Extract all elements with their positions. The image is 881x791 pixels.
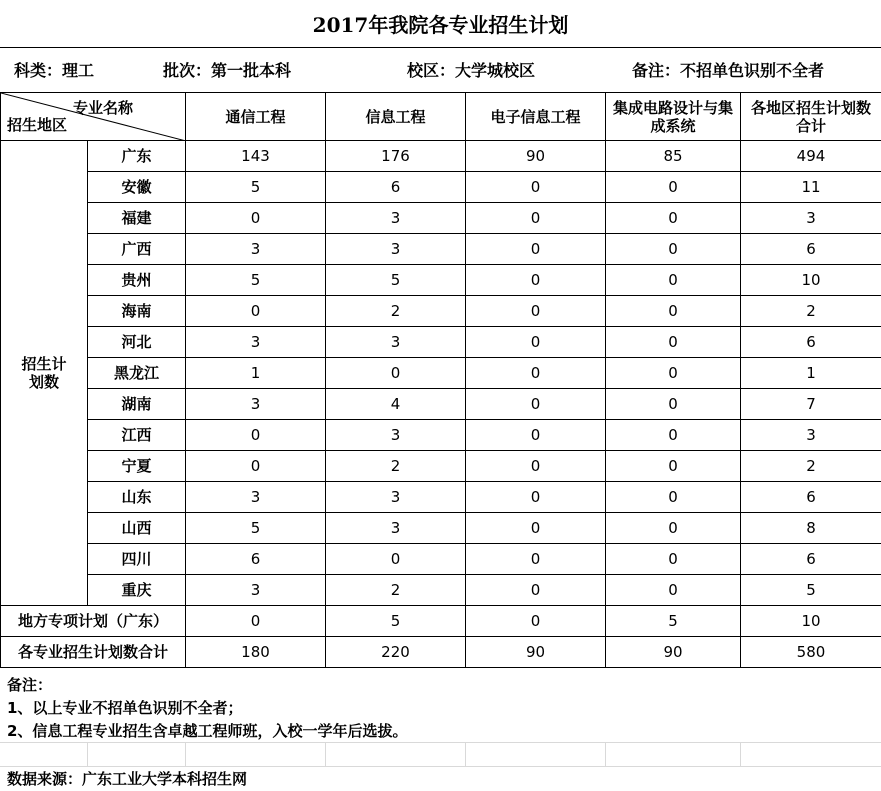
value-cell: 90	[606, 637, 741, 668]
column-header: 信息工程	[326, 93, 466, 141]
corner-header-cell	[1, 93, 186, 141]
value-cell: 2	[326, 451, 466, 482]
table-row	[1, 420, 881, 451]
value-cell: 0	[606, 358, 741, 389]
batch-label: 批次：第一批本科	[163, 61, 292, 80]
notes-heading: 备注：	[7, 676, 53, 694]
value-cell: 0	[606, 327, 741, 358]
value-cell: 494	[741, 141, 881, 172]
value-cell: 6	[741, 234, 881, 265]
value-cell: 3	[186, 575, 326, 606]
value-cell: 10	[741, 265, 881, 296]
region-cell: 贵州	[88, 265, 186, 296]
value-cell: 580	[741, 637, 881, 668]
page-title: 2017年我院各专业招生计划	[0, 0, 881, 48]
region-cell: 河北	[88, 327, 186, 358]
grid-line	[465, 743, 466, 766]
value-cell: 5	[186, 513, 326, 544]
value-cell: 0	[466, 203, 606, 234]
value-cell: 0	[466, 482, 606, 513]
value-cell: 0	[466, 265, 606, 296]
value-cell: 0	[606, 575, 741, 606]
value-cell: 90	[466, 637, 606, 668]
region-cell: 江西	[88, 420, 186, 451]
table-row	[1, 482, 881, 513]
value-cell: 7	[741, 389, 881, 420]
grid-line	[0, 742, 881, 743]
group-label-cell: 招生计划数	[1, 141, 88, 606]
value-cell: 3	[326, 420, 466, 451]
value-cell: 3	[326, 482, 466, 513]
corner-top-label: 专业名称	[72, 99, 133, 117]
value-cell: 5	[606, 606, 741, 637]
value-cell: 3	[741, 203, 881, 234]
enrollment-plan-table	[0, 92, 881, 668]
value-cell: 3	[186, 327, 326, 358]
grid-line	[87, 743, 88, 766]
value-cell: 5	[186, 172, 326, 203]
value-cell: 3	[326, 234, 466, 265]
value-cell: 5	[186, 265, 326, 296]
corner-bottom-label: 招生地区	[7, 116, 68, 134]
value-cell: 1	[186, 358, 326, 389]
table-row	[1, 327, 881, 358]
value-cell: 0	[186, 296, 326, 327]
column-header: 各地区招生计划数合计	[741, 93, 881, 141]
table-row	[1, 141, 881, 172]
value-cell: 0	[466, 606, 606, 637]
table-row	[1, 172, 881, 203]
value-cell: 8	[741, 513, 881, 544]
value-cell: 0	[326, 358, 466, 389]
column-header: 通信工程	[186, 93, 326, 141]
grid-line	[185, 743, 186, 766]
value-cell: 90	[466, 141, 606, 172]
grid-line	[740, 743, 741, 766]
region-cell: 湖南	[88, 389, 186, 420]
value-cell: 0	[466, 451, 606, 482]
table-row	[1, 513, 881, 544]
value-cell: 0	[606, 451, 741, 482]
value-cell: 5	[741, 575, 881, 606]
table-row	[1, 358, 881, 389]
special-plan-row	[1, 606, 881, 637]
value-cell: 85	[606, 141, 741, 172]
value-cell: 0	[606, 296, 741, 327]
value-cell: 0	[466, 172, 606, 203]
region-cell: 宁夏	[88, 451, 186, 482]
region-cell: 山东	[88, 482, 186, 513]
value-cell: 3	[326, 513, 466, 544]
value-cell: 10	[741, 606, 881, 637]
value-cell: 0	[606, 482, 741, 513]
table-row	[1, 203, 881, 234]
value-cell: 0	[466, 389, 606, 420]
value-cell: 2	[741, 451, 881, 482]
value-cell: 0	[466, 420, 606, 451]
table-row	[1, 296, 881, 327]
note-item: 1、以上专业不招单色识别不全者；	[7, 699, 243, 717]
table-row	[1, 575, 881, 606]
region-cell: 黑龙江	[88, 358, 186, 389]
value-cell: 0	[326, 544, 466, 575]
value-cell: 3	[326, 327, 466, 358]
value-cell: 0	[466, 575, 606, 606]
value-cell: 0	[606, 234, 741, 265]
remark-label: 备注：不招单色识别不全者	[632, 61, 825, 80]
value-cell: 220	[326, 637, 466, 668]
value-cell: 0	[466, 296, 606, 327]
region-cell: 山西	[88, 513, 186, 544]
campus-label: 校区：大学城校区	[407, 61, 536, 80]
grid-line	[605, 743, 606, 766]
value-cell: 0	[606, 420, 741, 451]
table-row	[1, 544, 881, 575]
column-header: 集成电路设计与集成系统	[606, 93, 741, 141]
table-row	[1, 389, 881, 420]
table-row	[1, 451, 881, 482]
value-cell: 0	[466, 358, 606, 389]
value-cell: 2	[326, 575, 466, 606]
value-cell: 2	[741, 296, 881, 327]
value-cell: 5	[326, 265, 466, 296]
value-cell: 2	[326, 296, 466, 327]
note-item: 2、信息工程专业招生含卓越工程师班，入校一学年后选拔。	[7, 722, 408, 740]
region-cell: 重庆	[88, 575, 186, 606]
value-cell: 1	[741, 358, 881, 389]
value-cell: 6	[741, 544, 881, 575]
value-cell: 3	[186, 389, 326, 420]
region-cell: 海南	[88, 296, 186, 327]
value-cell: 176	[326, 141, 466, 172]
data-source: 数据来源：广东工业大学本科招生网	[7, 770, 248, 788]
grid-line	[0, 766, 881, 767]
value-cell: 6	[326, 172, 466, 203]
value-cell: 0	[606, 203, 741, 234]
value-cell: 0	[466, 234, 606, 265]
column-header: 电子信息工程	[466, 93, 606, 141]
region-cell: 四川	[88, 544, 186, 575]
value-cell: 180	[186, 637, 326, 668]
value-cell: 3	[326, 203, 466, 234]
region-cell: 广东	[88, 141, 186, 172]
value-cell: 6	[741, 482, 881, 513]
value-cell: 6	[186, 544, 326, 575]
value-cell: 3	[186, 482, 326, 513]
row-label-cell: 各专业招生计划数合计	[1, 637, 186, 668]
value-cell: 0	[466, 513, 606, 544]
table-row	[1, 234, 881, 265]
value-cell: 0	[606, 513, 741, 544]
value-cell: 0	[606, 389, 741, 420]
value-cell: 0	[606, 172, 741, 203]
value-cell: 3	[741, 420, 881, 451]
value-cell: 0	[186, 203, 326, 234]
total-row	[1, 637, 881, 668]
region-cell: 福建	[88, 203, 186, 234]
category-label: 科类：理工	[14, 61, 95, 80]
row-label-cell: 地方专项计划（广东）	[1, 606, 186, 637]
value-cell: 6	[741, 327, 881, 358]
value-cell: 11	[741, 172, 881, 203]
value-cell: 0	[186, 420, 326, 451]
region-cell: 安徽	[88, 172, 186, 203]
value-cell: 0	[186, 606, 326, 637]
value-cell: 0	[466, 544, 606, 575]
value-cell: 4	[326, 389, 466, 420]
value-cell: 143	[186, 141, 326, 172]
value-cell: 3	[186, 234, 326, 265]
table-row	[1, 265, 881, 296]
region-cell: 广西	[88, 234, 186, 265]
header-row	[1, 93, 881, 141]
value-cell: 0	[606, 265, 741, 296]
value-cell: 0	[186, 451, 326, 482]
value-cell: 5	[326, 606, 466, 637]
value-cell: 0	[606, 544, 741, 575]
value-cell: 0	[466, 327, 606, 358]
grid-line	[325, 743, 326, 766]
